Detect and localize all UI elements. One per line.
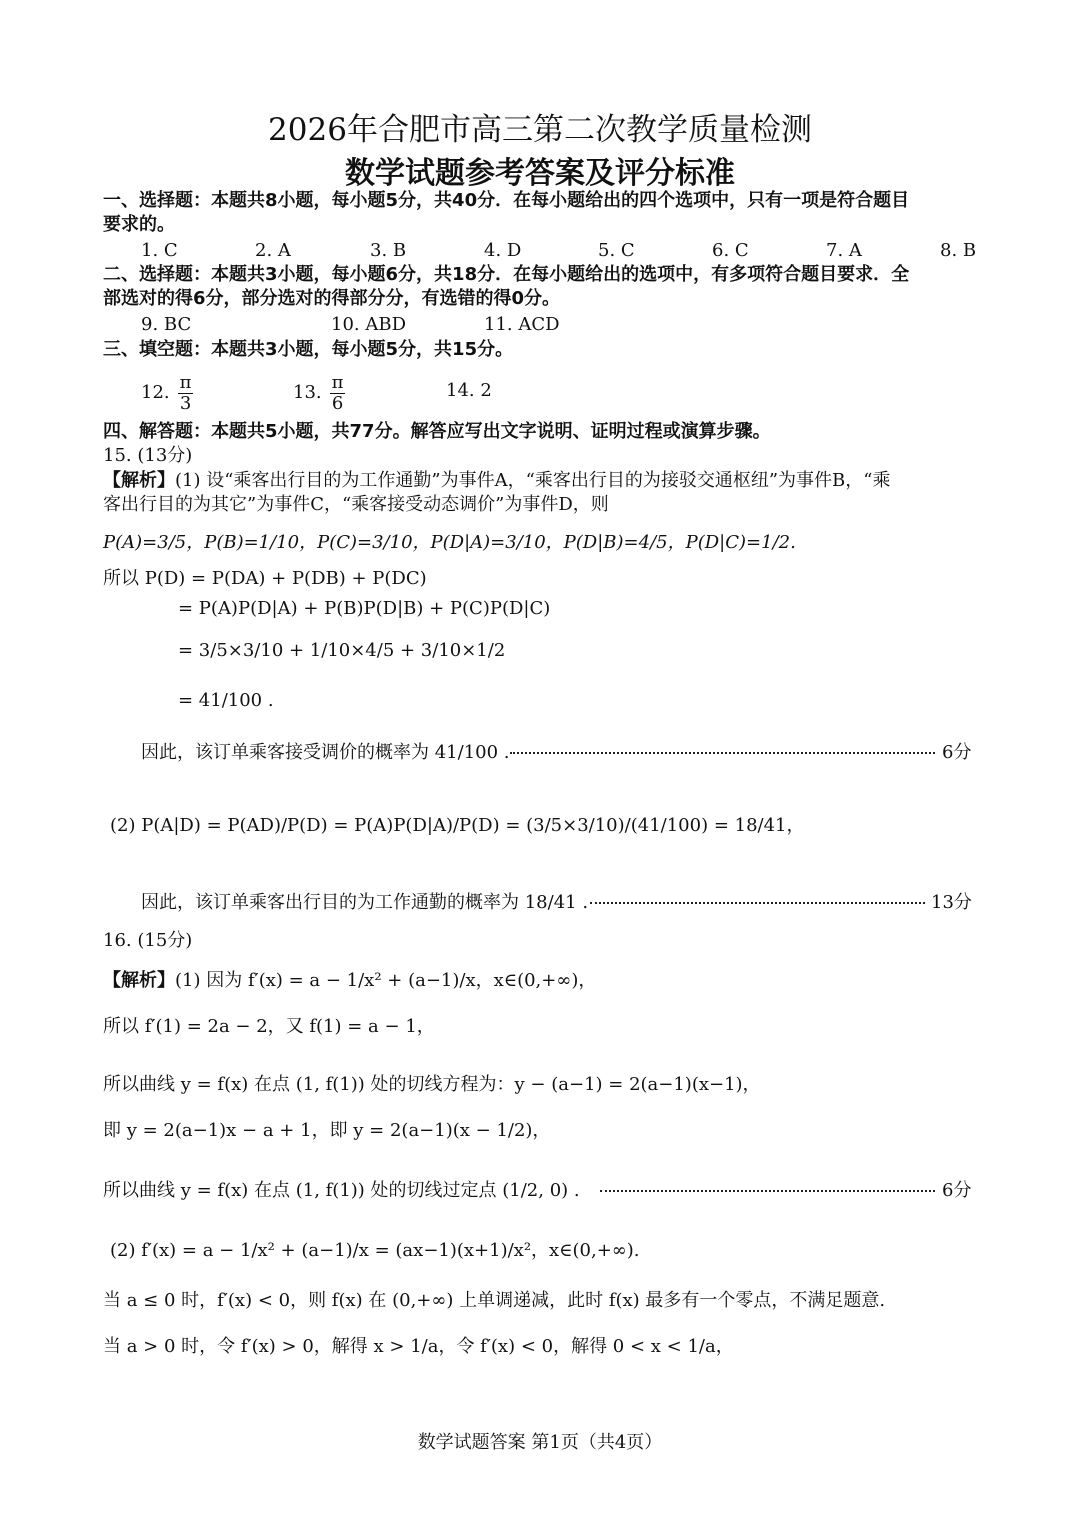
- answer-8: 8. B: [940, 240, 977, 261]
- answer-12: 12. $\frac{\pi}{3}$: [141, 371, 192, 414]
- q16-tangent-simplified: 即 y = 2(a−1)x − a + 1，即 y = 2(a−1)(x − 1/2)，: [103, 1120, 551, 1141]
- q15-conclusion2: 因此，该订单乘客出行目的为工作通勤的概率为 18/41 .: [141, 892, 589, 913]
- answer-14: 14. 2: [446, 380, 492, 401]
- answer-6: 6. C: [712, 240, 749, 261]
- q15-step3: = 3/5×3/10 + 1/10×4/5 + 3/10×1/2: [178, 640, 506, 661]
- q16-number: 16. (15分): [103, 930, 193, 951]
- q15-events-text: 客出行目的为其它”为事件C，“乘客接受动态调价”为事件D，则: [103, 494, 609, 515]
- sec2-heading: 二、选择题：本题共3小题，每小题6分，共18分．在每小题给出的选项中，有多项符合题目要求．全: [103, 264, 910, 285]
- q16-part1-text: 【解析】(1) 因为 f′(x) = a − 1/x² + (a−1)/x，x∈(0,+∞)，: [103, 970, 597, 991]
- answer-11: 11. ACD: [484, 314, 560, 335]
- answer-4: 4. D: [484, 240, 522, 261]
- score-leader: [590, 902, 925, 904]
- answer-13: 13. $\frac{\pi}{6}$: [293, 371, 344, 414]
- sec2-heading-cont: 部选对的得6分，部分选对的得部分分，有选错的得0分。: [103, 288, 561, 309]
- page-title: 2026年合肥市高三第二次教学质量检测: [268, 112, 812, 148]
- sec3-heading: 三、填空题：本题共3小题，每小题5分，共15分。: [103, 339, 514, 360]
- q15-number: 15. (13分): [103, 445, 193, 466]
- q16-case-a-gt-0: 当 a > 0 时，令 f′(x) > 0，解得 x > 1/a，令 f′(x) < 0，解得 0 < x < 1/a，: [103, 1336, 734, 1357]
- q16-tangent-line: 所以曲线 y = f(x) 在点 (1, f(1)) 处的切线方程为：y − (a−1) = 2(a−1)(x−1)，: [103, 1074, 761, 1095]
- q15-step2: = P(A)P(D|A) + P(B)P(D|B) + P(C)P(D|C): [178, 598, 551, 619]
- page-footer: 数学试题答案 第1页（共4页）: [417, 1432, 663, 1453]
- q16-fixed-point: 所以曲线 y = f(x) 在点 (1, f(1)) 处的切线过定点 (1/2, 0) .: [103, 1180, 580, 1201]
- q15-probabilities: P(A)=3/5，P(B)=1/10，P(C)=3/10，P(D|A)=3/10，P(D|B)=4/5，P(D|C)=1/2.: [103, 532, 796, 553]
- answer-3: 3. B: [370, 240, 407, 261]
- sec1-heading: 一、选择题：本题共8小题，每小题5分，共40分．在每小题给出的四个选项中，只有一项是符合题目: [103, 190, 910, 211]
- q15-conclusion1: 因此，该订单乘客接受调价的概率为 41/100 .: [141, 742, 510, 763]
- q15-step4: = 41/100 .: [178, 690, 274, 711]
- q15-score1: 6分: [942, 742, 972, 763]
- answer-7: 7. A: [826, 240, 862, 261]
- score-leader: [600, 1190, 935, 1192]
- q15-score2: 13分: [931, 892, 972, 913]
- answer-2: 2. A: [255, 240, 291, 261]
- sec1-heading-cont: 要求的。: [103, 214, 175, 235]
- answer-9: 9. BC: [141, 314, 192, 335]
- score-leader: [510, 752, 935, 754]
- answer-5: 5. C: [598, 240, 635, 261]
- q16-derivative-at-1: 所以 f′(1) = 2a − 2，又 f(1) = a − 1，: [103, 1016, 435, 1037]
- q16-case-a-le-0: 当 a ≤ 0 时，f′(x) < 0，则 f(x) 在 (0,+∞) 上单调递减，此时 f(x) 最多有一个零点，不满足题意.: [103, 1290, 886, 1311]
- q16-score1: 6分: [942, 1180, 972, 1201]
- sec4-heading: 四、解答题：本题共5小题，共77分。解答应写出文字说明、证明过程或演算步骤。: [103, 421, 771, 442]
- answer-10: 10. ABD: [331, 314, 407, 335]
- q15-part1-text: 【解析】(1) 设“乘客出行目的为工作通勤”为事件A，“乘客出行目的为接驳交通枢纽”为事件B，“乘: [103, 470, 891, 491]
- q15-part2: (2) P(A|D) = P(AD)/P(D) = P(A)P(D|A)/P(D) = (3/5×3/10)/(41/100) = 18/41，: [110, 815, 805, 836]
- q15-step1: 所以 P(D) = P(DA) + P(DB) + P(DC): [103, 568, 427, 589]
- page-subtitle: 数学试题参考答案及评分标准: [345, 156, 735, 191]
- answer-1: 1. C: [141, 240, 178, 261]
- q16-part2: (2) f′(x) = a − 1/x² + (a−1)/x = (ax−1)(x+1)/x²，x∈(0,+∞).: [110, 1240, 640, 1261]
